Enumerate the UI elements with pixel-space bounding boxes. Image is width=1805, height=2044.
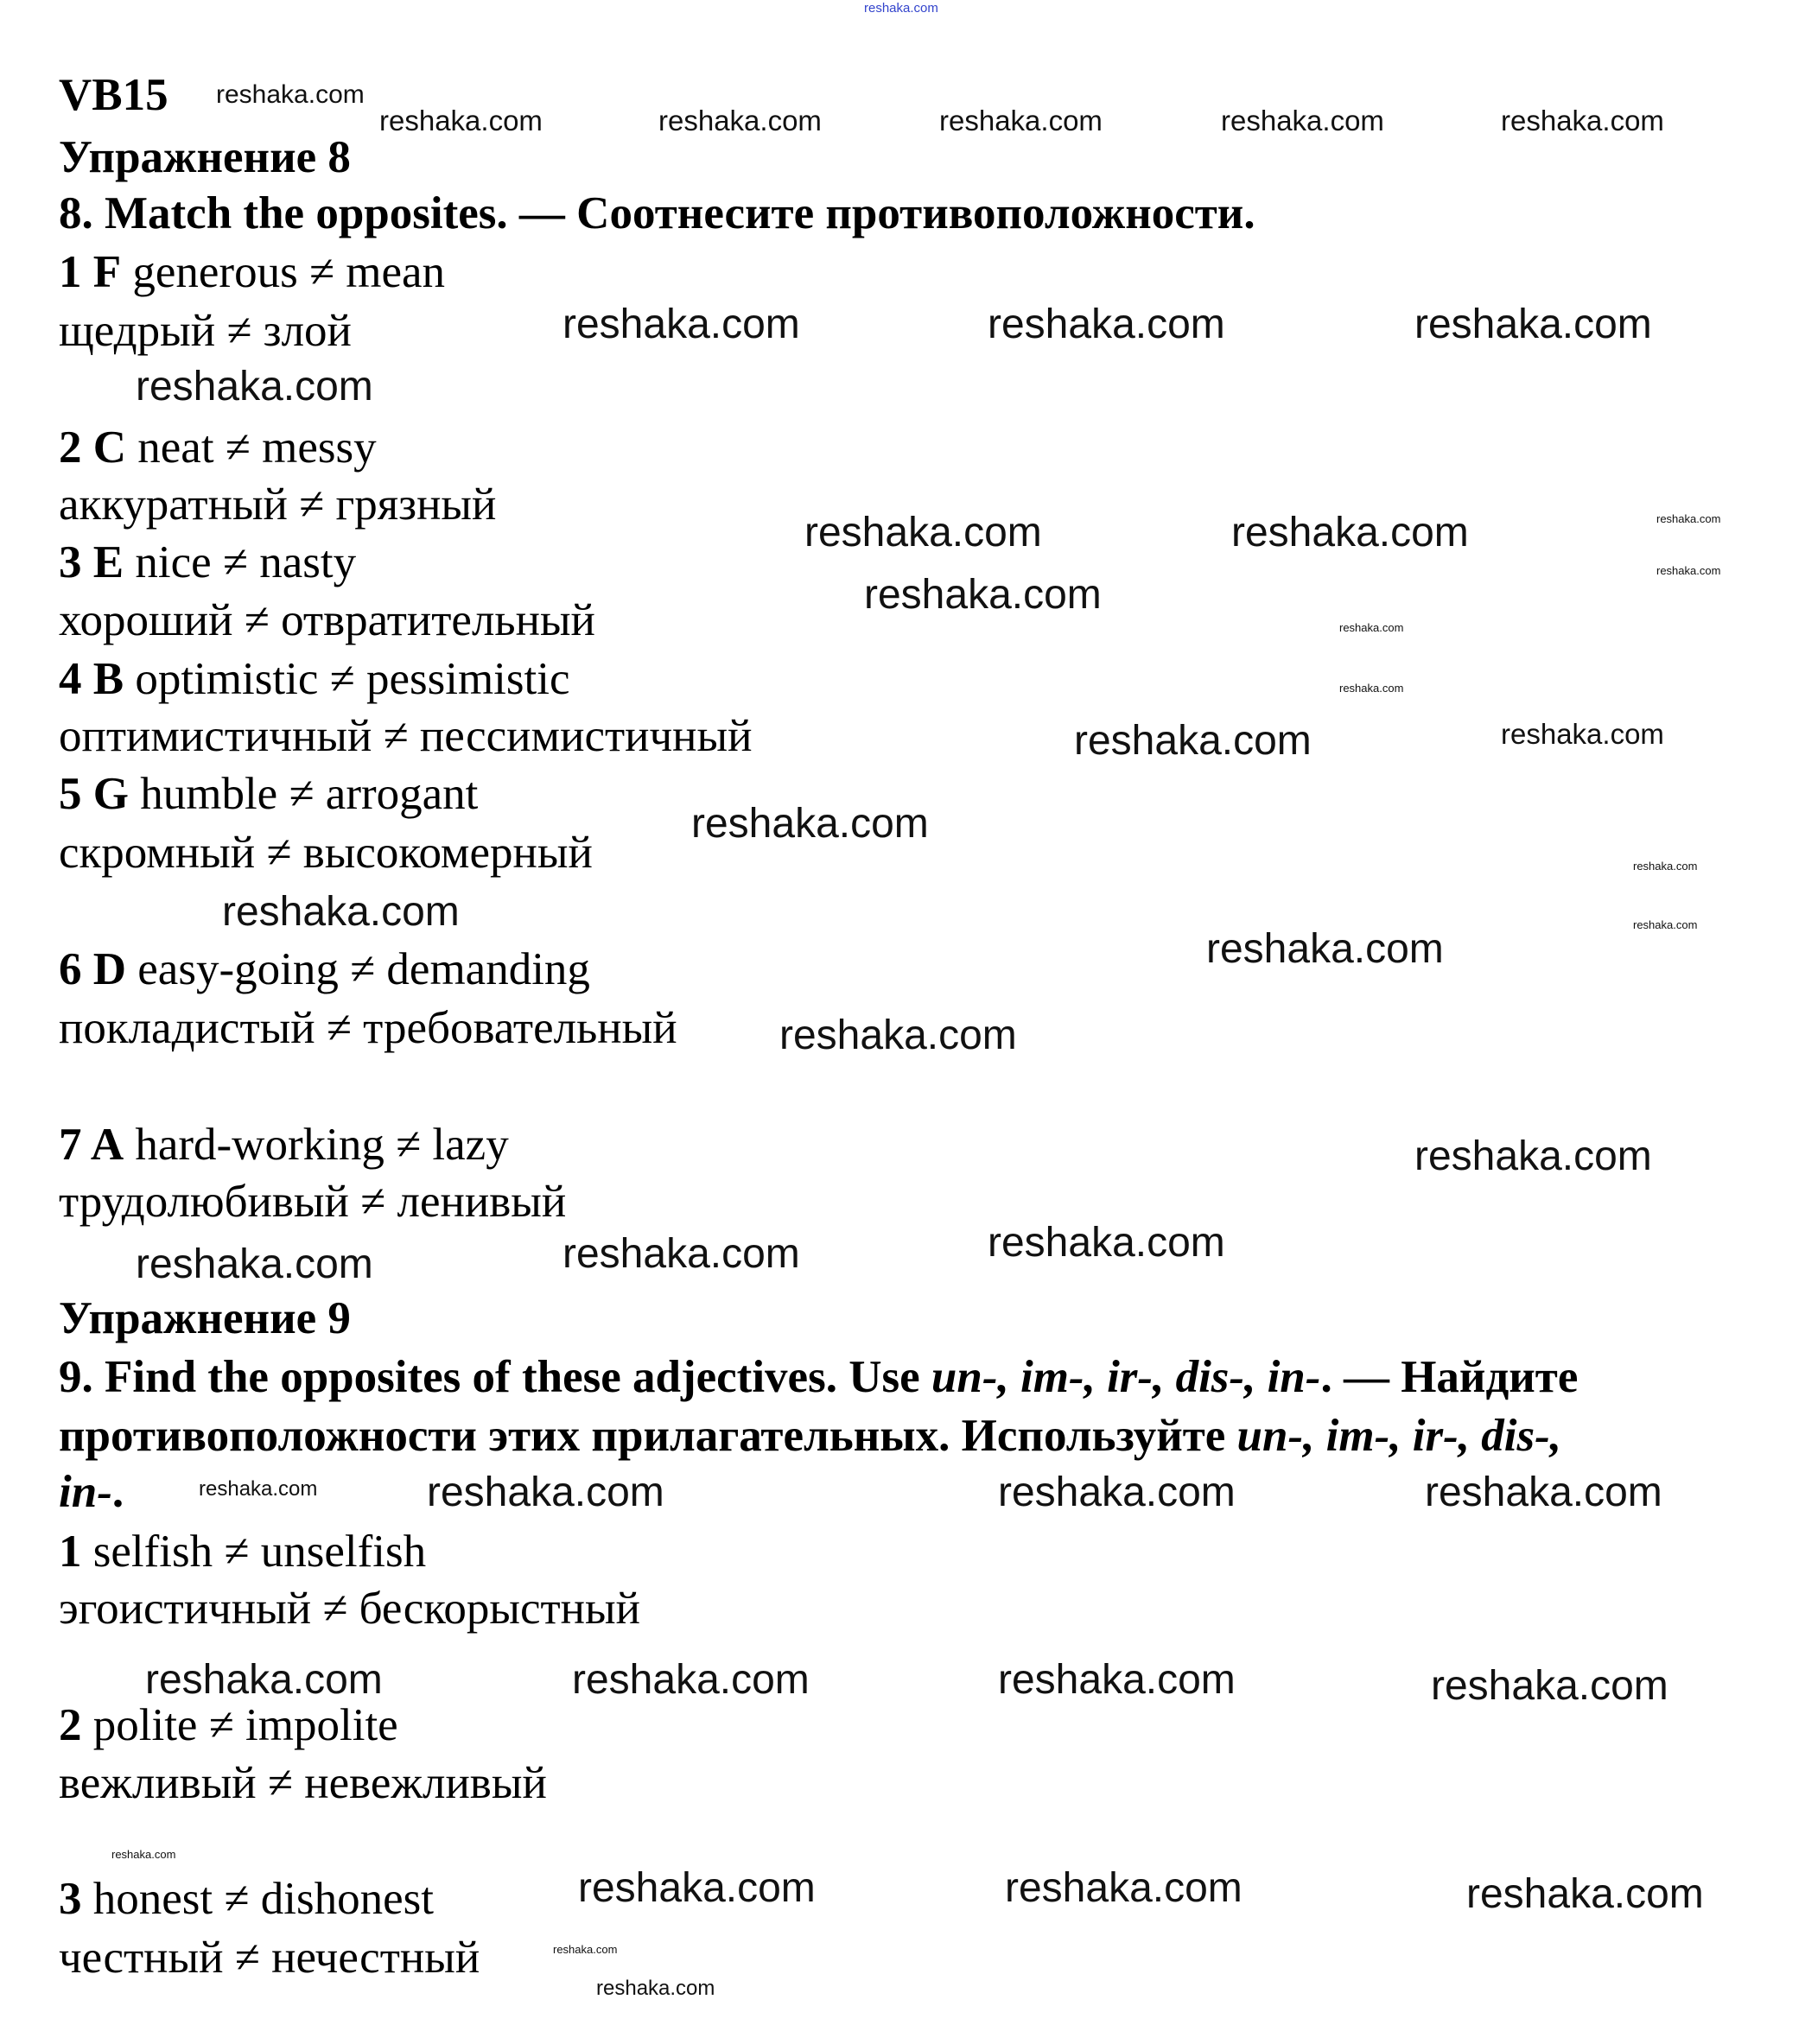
- watermark: reshaka.com: [111, 1848, 176, 1861]
- watermark: reshaka.com: [658, 105, 822, 136]
- watermark: reshaka.com: [562, 302, 800, 347]
- watermark: reshaka.com: [804, 510, 1042, 555]
- item-ru: скромный ≠ высокомерный: [59, 828, 593, 878]
- watermark: reshaka.com: [427, 1470, 664, 1515]
- list-item: [59, 1873, 434, 1925]
- watermark: reshaka.com: [1206, 926, 1444, 972]
- instruction-text: 9. Find the opposites of these adjectives. Use: [59, 1352, 931, 1402]
- item-key: 2: [59, 1700, 82, 1750]
- watermark: reshaka.com: [1633, 918, 1698, 931]
- item-key: 3: [59, 1874, 82, 1924]
- item-key: 1 F: [59, 247, 122, 297]
- watermark: reshaka.com: [1425, 1470, 1662, 1515]
- watermark: reshaka.com: [1501, 105, 1664, 136]
- exercise-8-instruction: 8. Match the opposites. — Соотнесите противоположности.: [59, 188, 1255, 238]
- watermark: reshaka.com: [998, 1470, 1236, 1515]
- watermark: reshaka.com: [1501, 718, 1664, 750]
- exercise-9-title: Упражнение 9: [59, 1293, 351, 1343]
- item-key: 7 A: [59, 1120, 124, 1170]
- watermark: reshaka.com: [562, 1231, 800, 1277]
- exercise-9-instruction: [59, 1351, 1578, 1403]
- watermark: reshaka.com: [1656, 512, 1721, 525]
- instruction-text: .: [111, 1467, 124, 1517]
- prefixes: un-, im-, ir-, dis-,: [1236, 1411, 1561, 1461]
- watermark: reshaka.com: [1414, 1133, 1652, 1179]
- item-ru: эгоистичный ≠ бескорыстный: [59, 1584, 640, 1634]
- list-item: [59, 943, 590, 995]
- list-item: [59, 1526, 426, 1577]
- watermark: reshaka.com: [864, 1, 938, 16]
- watermark: reshaka.com: [1339, 621, 1404, 634]
- item-key: 3 E: [59, 537, 124, 587]
- prefixes: in-: [59, 1467, 112, 1517]
- watermark: reshaka.com: [1231, 510, 1469, 555]
- watermark: reshaka.com: [553, 1943, 618, 1956]
- watermark: reshaka.com: [1074, 718, 1312, 764]
- exercise-8-title: Упражнение 8: [59, 132, 351, 182]
- watermark: reshaka.com: [1339, 682, 1404, 695]
- item-en: easy-going ≠ demanding: [137, 944, 590, 994]
- watermark: reshaka.com: [1633, 860, 1698, 873]
- watermark: reshaka.com: [1221, 105, 1384, 136]
- watermark: reshaka.com: [136, 1241, 373, 1287]
- item-ru: честный ≠ нечестный: [59, 1933, 480, 1983]
- watermark: reshaka.com: [998, 1657, 1236, 1703]
- watermark: reshaka.com: [691, 801, 929, 847]
- list-item: [59, 1119, 509, 1171]
- watermark: reshaka.com: [779, 1012, 1017, 1058]
- item-ru: трудолюбивый ≠ ленивый: [59, 1177, 567, 1227]
- watermark: reshaka.com: [1466, 1871, 1704, 1917]
- item-en: neat ≠ messy: [137, 422, 377, 473]
- prefixes: un-, im-, ir-, dis-, in-: [931, 1352, 1321, 1402]
- item-en: nice ≠ nasty: [135, 537, 357, 587]
- item-en: honest ≠ dishonest: [92, 1874, 434, 1924]
- list-item: [59, 768, 478, 820]
- watermark: reshaka.com: [216, 80, 365, 109]
- exercise-9-instruction-line3: [59, 1466, 124, 1518]
- page-code: VB15: [59, 70, 168, 120]
- watermark: reshaka.com: [379, 105, 543, 136]
- watermark: reshaka.com: [939, 105, 1103, 136]
- list-item: [59, 246, 445, 298]
- watermark: reshaka.com: [864, 572, 1102, 618]
- watermark: reshaka.com: [199, 1477, 318, 1501]
- item-ru: покладистый ≠ требовательный: [59, 1003, 677, 1053]
- item-key: 5 G: [59, 769, 129, 819]
- item-en: optimistic ≠ pessimistic: [135, 654, 570, 704]
- list-item: [59, 653, 570, 705]
- watermark: reshaka.com: [1431, 1663, 1668, 1709]
- instruction-text: . — Найдите: [1320, 1352, 1579, 1402]
- watermark: reshaka.com: [988, 302, 1225, 347]
- item-key: 6 D: [59, 944, 127, 994]
- list-item: [59, 1699, 398, 1751]
- watermark: reshaka.com: [1005, 1865, 1243, 1911]
- item-key: 2 C: [59, 422, 127, 473]
- watermark: reshaka.com: [222, 889, 460, 935]
- watermark: reshaka.com: [572, 1657, 810, 1703]
- item-en: polite ≠ impolite: [92, 1700, 398, 1750]
- watermark: reshaka.com: [1414, 302, 1652, 347]
- list-item: [59, 422, 377, 473]
- watermark: reshaka.com: [136, 364, 373, 409]
- watermark: reshaka.com: [1656, 564, 1721, 577]
- item-ru: вежливый ≠ невежливый: [59, 1758, 547, 1808]
- instruction-text: противоположности этих прилагательных. Используйте: [59, 1411, 1237, 1461]
- watermark: reshaka.com: [578, 1865, 816, 1911]
- item-ru: аккуратный ≠ грязный: [59, 479, 497, 530]
- watermark: reshaka.com: [988, 1220, 1225, 1266]
- list-item: [59, 536, 356, 588]
- item-ru: оптимистичный ≠ пессимистичный: [59, 711, 753, 761]
- watermark: reshaka.com: [596, 1977, 715, 2000]
- exercise-9-instruction-line2: [59, 1410, 1561, 1462]
- item-en: hard-working ≠ lazy: [135, 1120, 509, 1170]
- item-key: 1: [59, 1527, 82, 1577]
- watermark: reshaka.com: [145, 1657, 383, 1703]
- item-en: generous ≠ mean: [132, 247, 446, 297]
- item-ru: щедрый ≠ злой: [59, 306, 352, 356]
- item-key: 4 B: [59, 654, 124, 704]
- item-en: selfish ≠ unselfish: [92, 1527, 427, 1577]
- item-ru: хороший ≠ отвратительный: [59, 595, 595, 645]
- item-en: humble ≠ arrogant: [140, 769, 479, 819]
